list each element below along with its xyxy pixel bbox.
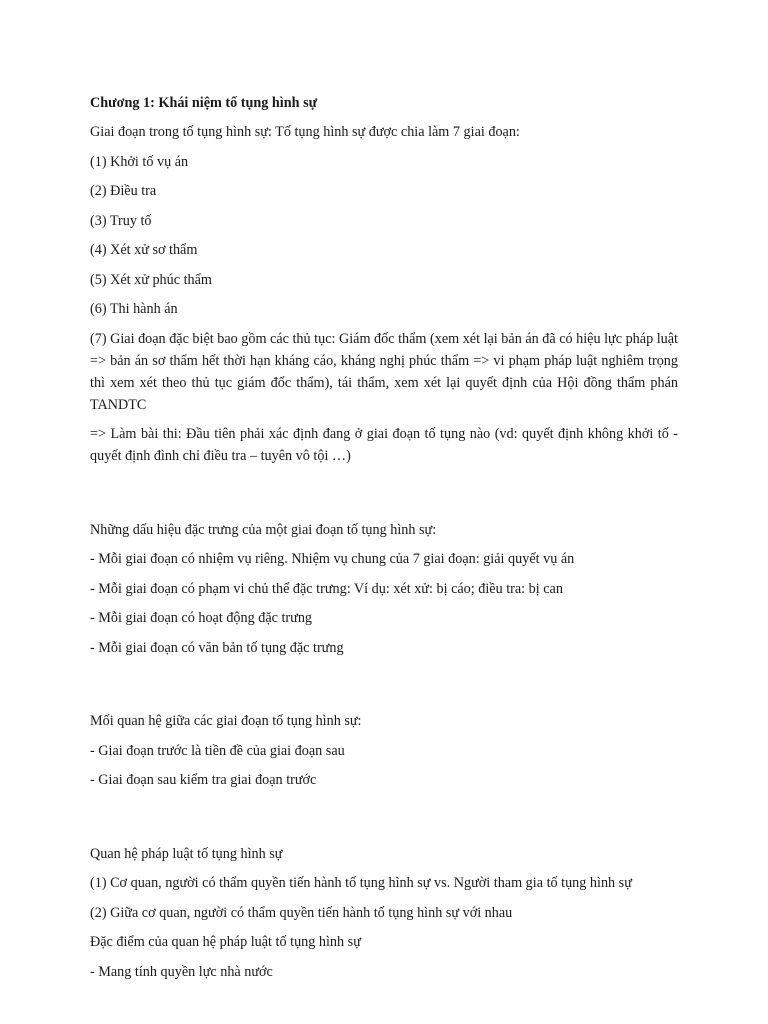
relation-item: - Giai đoạn sau kiểm tra giai đoạn trước [90, 772, 317, 788]
trait-item: - Mang tính quyền lực nhà nước [90, 963, 273, 980]
paragraph-gap [90, 666, 678, 710]
paragraph-gap [90, 475, 678, 519]
exam-note: => Làm bài thi: Đầu tiên phải xác định đang ở giai đoạn tố tụng nào (vd: quyết định không khởi tố - quyết định đình chỉ điều tra – tuyên vô tội …) [90, 426, 678, 464]
chapter-title: Chương 1: Khái niệm tố tụng hình sự [90, 95, 318, 111]
legal-heading: Quan hệ pháp luật tố tụng hình sự [90, 845, 283, 862]
legal-item: (2) Giữa cơ quan, người có thẩm quyền tiến hành tố tụng hình sự với nhau [90, 904, 513, 921]
feature-item: - Mỗi giai đoạn có văn bản tố tụng đặc trưng [90, 639, 344, 656]
paragraph-gap [90, 799, 678, 843]
relation-item: - Giai đoạn trước là tiền đề của giai đoạn sau [90, 742, 345, 759]
feature-item: - Mỗi giai đoạn có hoạt động đặc trưng [90, 610, 313, 626]
features-heading: Những dấu hiệu đặc trưng của một giai đoạn tố tụng hình sự: [90, 521, 437, 538]
intro-paragraph: Giai đoạn trong tố tụng hình sự: Tố tụng hình sự được chia làm 7 giai đoạn: [90, 124, 520, 140]
feature-item: - Mỗi giai đoạn có nhiệm vụ riêng. Nhiệm vụ chung của 7 giai đoạn: giải quyết vụ án [90, 551, 575, 567]
stage-item-special: (7) Giai đoạn đặc biệt bao gồm các thủ tục: Giám đốc thẩm (xem xét lại bản án đã có hiệu lực pháp luật => bản án sơ thẩm hết thời hạn kháng cáo, kháng nghị phúc thẩm => vi phạm pháp luật nghiêm trọng thì xem xét theo thủ tục giám đốc thẩm), tái thẩm, xem xét lại quyết định của Hội đồng thẩm phán TANDTC [90, 330, 678, 413]
stage-item: (1) Khởi tố vụ án [90, 153, 189, 170]
stage-item: (4) Xét xử sơ thẩm [90, 242, 198, 258]
traits-heading: Đặc điểm của quan hệ pháp luật tố tụng hình sự [90, 934, 361, 950]
stage-item: (3) Truy tố [90, 212, 152, 229]
stage-item: (2) Điều tra [90, 183, 157, 199]
stage-item: (5) Xét xử phúc thẩm [90, 271, 212, 288]
relation-heading: Mối quan hệ giữa các giai đoạn tố tụng hình sự: [90, 713, 362, 729]
stage-item: (6) Thi hành án [90, 301, 178, 317]
legal-item: (1) Cơ quan, người có thẩm quyền tiến hành tố tụng hình sự vs. Người tham gia tố tụng hình sự [90, 875, 632, 891]
feature-item: - Mỗi giai đoạn có phạm vi chủ thể đặc trưng: Ví dụ: xét xử: bị cáo; điều tra: bị can [90, 580, 563, 597]
document-page [90, 92, 678, 990]
